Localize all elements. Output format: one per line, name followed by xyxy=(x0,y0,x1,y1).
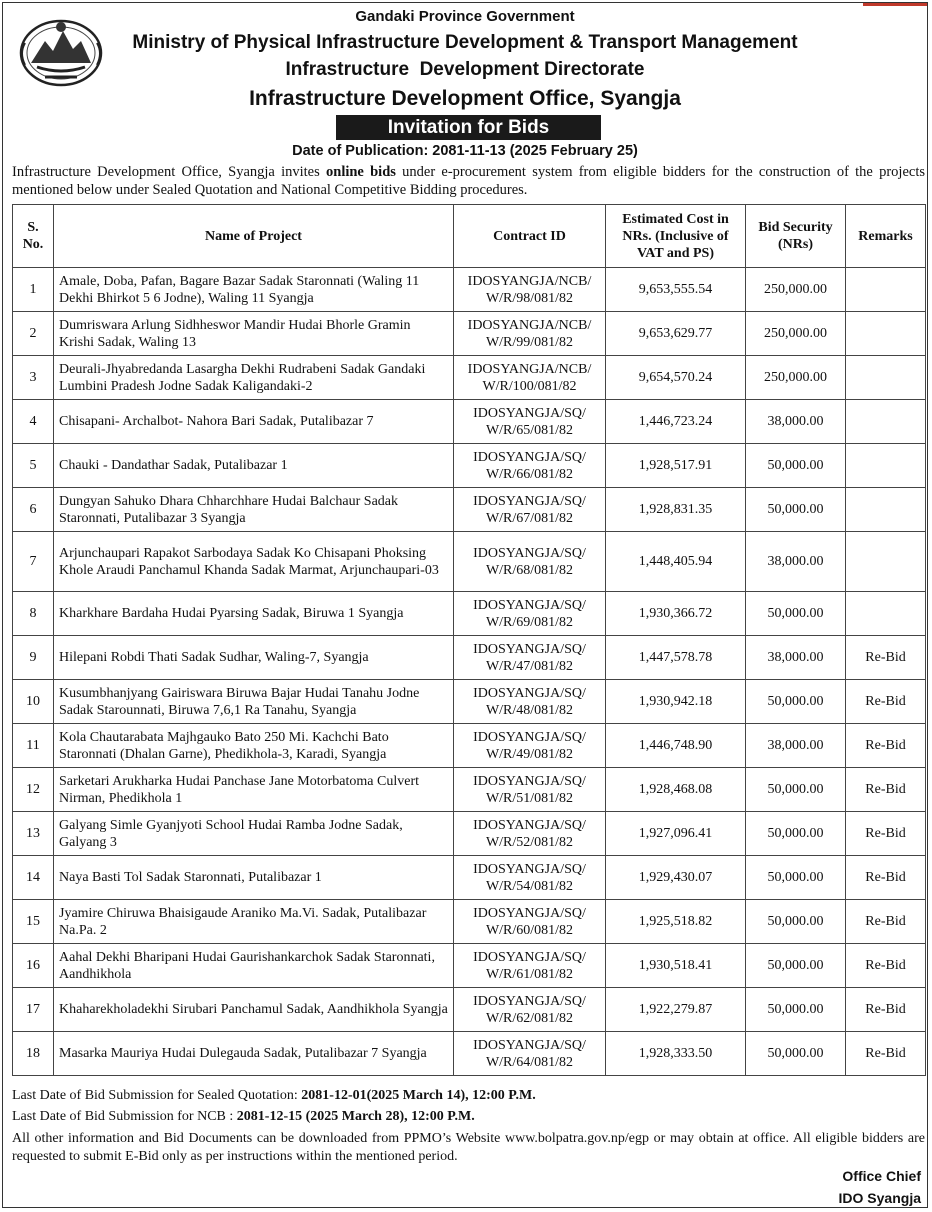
header-bid-security: Bid Security (NRs) xyxy=(746,205,846,268)
row-remarks: Re-Bid xyxy=(846,988,926,1032)
row-estimated-cost: 1,922,279.87 xyxy=(606,988,746,1032)
row-estimated-cost: 1,928,333.50 xyxy=(606,1032,746,1076)
ncb-deadline xyxy=(12,1108,925,1126)
row-contract-id: IDOSYANGJA/SQ/ W/R/52/081/82 xyxy=(454,812,606,856)
row-sn: 9 xyxy=(13,636,54,680)
intro-text-2: under e-procurement system from eligible bidders for the construction of the projects mentioned below under Sealed Quotation and National Competitive Bidding procedures. xyxy=(12,164,925,198)
row-bid-security: 38,000.00 xyxy=(746,400,846,444)
row-remarks xyxy=(846,444,926,488)
row-remarks: Re-Bid xyxy=(846,1032,926,1076)
table-header-row xyxy=(13,205,926,268)
table-row xyxy=(13,268,926,312)
row-sn: 12 xyxy=(13,768,54,812)
row-sn: 6 xyxy=(13,488,54,532)
row-contract-id: IDOSYANGJA/NCB/ W/R/99/081/82 xyxy=(454,312,606,356)
table-row xyxy=(13,312,926,356)
row-project-name: Galyang Simle Gyanjyoti School Hudai Ramba Jodne Sadak, Galyang 3 xyxy=(54,812,454,856)
row-sn: 8 xyxy=(13,592,54,636)
table-row xyxy=(13,988,926,1032)
row-bid-security: 50,000.00 xyxy=(746,444,846,488)
ncb-deadline-label: Last Date of Bid Submission for NCB : xyxy=(12,1109,237,1124)
info-paragraph: All other information and Bid Documents can be downloaded from PPMO’s Website www.bolpatra.gov.np/egp or may obtain at office. All eligible bidders are requested to submit E-Bid only as per instructions within the mentioned period. xyxy=(12,1131,925,1164)
notice-title-banner: Invitation for Bids xyxy=(336,115,601,140)
row-bid-security: 50,000.00 xyxy=(746,900,846,944)
row-project-name: Kola Chautarabata Majhgauko Bato 250 Mi. Kachchi Bato Staronnati (Dhalan Garne), Phedikhola-3, Karadi, Syangja xyxy=(54,724,454,768)
row-estimated-cost: 1,928,517.91 xyxy=(606,444,746,488)
row-estimated-cost: 1,448,405.94 xyxy=(606,532,746,592)
header-estimated-cost: Estimated Cost in NRs. (Inclusive of VAT and PS) xyxy=(606,205,746,268)
row-estimated-cost: 1,446,748.90 xyxy=(606,724,746,768)
row-project-name: Dungyan Sahuko Dhara Chharchhare Hudai Balchaur Sadak Staronnati, Putalibazar 3 Syangja xyxy=(54,488,454,532)
table-row xyxy=(13,532,926,592)
row-sn: 16 xyxy=(13,944,54,988)
row-bid-security: 50,000.00 xyxy=(746,680,846,724)
row-bid-security: 250,000.00 xyxy=(746,312,846,356)
row-project-name: Naya Basti Tol Sadak Staronnati, Putalibazar 1 xyxy=(54,856,454,900)
row-remarks xyxy=(846,268,926,312)
office-title: Infrastructure Development Office, Syangja xyxy=(249,87,681,110)
row-contract-id: IDOSYANGJA/SQ/ W/R/67/081/82 xyxy=(454,488,606,532)
row-contract-id: IDOSYANGJA/SQ/ W/R/66/081/82 xyxy=(454,444,606,488)
sq-deadline-date: 2081-12-01(2025 March 14), 12:00 P.M. xyxy=(301,1088,536,1103)
row-contract-id: IDOSYANGJA/SQ/ W/R/65/081/82 xyxy=(454,400,606,444)
row-bid-security: 50,000.00 xyxy=(746,856,846,900)
row-sn: 13 xyxy=(13,812,54,856)
row-sn: 17 xyxy=(13,988,54,1032)
row-project-name: Hilepani Robdi Thati Sadak Sudhar, Waling-7, Syangja xyxy=(54,636,454,680)
row-estimated-cost: 1,929,430.07 xyxy=(606,856,746,900)
row-remarks: Re-Bid xyxy=(846,944,926,988)
row-estimated-cost: 9,653,555.54 xyxy=(606,268,746,312)
table-row xyxy=(13,444,926,488)
row-bid-security: 50,000.00 xyxy=(746,944,846,988)
row-sn: 4 xyxy=(13,400,54,444)
row-bid-security: 38,000.00 xyxy=(746,636,846,680)
notice-page xyxy=(2,2,928,1208)
row-sn: 1 xyxy=(13,268,54,312)
row-remarks: Re-Bid xyxy=(846,900,926,944)
table-row xyxy=(13,636,926,680)
row-estimated-cost: 1,930,518.41 xyxy=(606,944,746,988)
table-row xyxy=(13,1032,926,1076)
row-project-name: Arjunchaupari Rapakot Sarbodaya Sadak Ko Chisapani Phoksing Khole Araudi Panchamul Khanda Sadak Marmat, Arjunchaupari-03 xyxy=(54,532,454,592)
table-row xyxy=(13,356,926,400)
row-contract-id: IDOSYANGJA/SQ/ W/R/62/081/82 xyxy=(454,988,606,1032)
row-bid-security: 50,000.00 xyxy=(746,812,846,856)
row-bid-security: 38,000.00 xyxy=(746,724,846,768)
row-estimated-cost: 1,446,723.24 xyxy=(606,400,746,444)
row-remarks xyxy=(846,312,926,356)
intro-bold-text: online bids xyxy=(326,164,396,180)
row-remarks xyxy=(846,532,926,592)
row-project-name: Dumriswara Arlung Sidhheswor Mandir Hudai Bhorle Gramin Krishi Sadak, Waling 13 xyxy=(54,312,454,356)
row-remarks: Re-Bid xyxy=(846,856,926,900)
table-row xyxy=(13,680,926,724)
sq-deadline xyxy=(12,1087,925,1105)
row-remarks: Re-Bid xyxy=(846,724,926,768)
table-row xyxy=(13,400,926,444)
row-project-name: Sarketari Arukharka Hudai Panchase Jane Motorbatoma Culvert Nirman, Phedikhola 1 xyxy=(54,768,454,812)
row-project-name: Khaharekholadekhi Sirubari Panchamul Sadak, Aandhikhola Syangja xyxy=(54,988,454,1032)
row-project-name: Masarka Mauriya Hudai Dulegauda Sadak, Putalibazar 7 Syangja xyxy=(54,1032,454,1076)
signature-title: Office Chief xyxy=(842,1168,921,1184)
table-body xyxy=(13,268,926,1076)
signature-office: IDO Syangja xyxy=(838,1190,921,1206)
row-bid-security: 50,000.00 xyxy=(746,592,846,636)
table-row xyxy=(13,856,926,900)
header-remarks: Remarks xyxy=(846,205,926,268)
bids-table xyxy=(12,204,926,1076)
row-project-name: Chisapani- Archalbot- Nahora Bari Sadak, Putalibazar 7 xyxy=(54,400,454,444)
row-sn: 18 xyxy=(13,1032,54,1076)
row-contract-id: IDOSYANGJA/SQ/ W/R/51/081/82 xyxy=(454,768,606,812)
row-project-name: Amale, Doba, Pafan, Bagare Bazar Sadak Staronnati (Waling 11 Dekhi Bhirkot 5 6 Jodne), Waling 11 Syangja xyxy=(54,268,454,312)
table-row xyxy=(13,488,926,532)
row-contract-id: IDOSYANGJA/SQ/ W/R/64/081/82 xyxy=(454,1032,606,1076)
row-estimated-cost: 1,927,096.41 xyxy=(606,812,746,856)
directorate-title: Infrastructure Development Directorate xyxy=(285,59,645,80)
row-bid-security: 50,000.00 xyxy=(746,1032,846,1076)
row-remarks: Re-Bid xyxy=(846,680,926,724)
row-project-name: Kusumbhanjyang Gairiswara Biruwa Bajar Hudai Tanahu Jodne Sadak Starounnati, Biruwa 7,6,1 Ra Tanahu, Syangja xyxy=(54,680,454,724)
row-bid-security: 50,000.00 xyxy=(746,768,846,812)
row-estimated-cost: 1,928,831.35 xyxy=(606,488,746,532)
row-sn: 15 xyxy=(13,900,54,944)
row-contract-id: IDOSYANGJA/SQ/ W/R/60/081/82 xyxy=(454,900,606,944)
table-row xyxy=(13,768,926,812)
row-sn: 11 xyxy=(13,724,54,768)
header-sn: S. No. xyxy=(13,205,54,268)
intro-paragraph xyxy=(12,163,925,199)
table-row xyxy=(13,724,926,768)
table-row xyxy=(13,592,926,636)
row-project-name: Jyamire Chiruwa Bhaisigaude Araniko Ma.Vi. Sadak, Putalibazar Na.Pa. 2 xyxy=(54,900,454,944)
row-remarks xyxy=(846,488,926,532)
row-project-name: Aahal Dekhi Bharipani Hudai Gaurishankarchok Sadak Staronnati, Aandhikhola xyxy=(54,944,454,988)
ncb-deadline-date: 2081-12-15 (2025 March 28), 12:00 P.M. xyxy=(236,1109,475,1124)
row-bid-security: 38,000.00 xyxy=(746,532,846,592)
row-estimated-cost: 1,930,942.18 xyxy=(606,680,746,724)
row-estimated-cost: 1,925,518.82 xyxy=(606,900,746,944)
header-project-name: Name of Project xyxy=(54,205,454,268)
table-row xyxy=(13,812,926,856)
row-project-name: Kharkhare Bardaha Hudai Pyarsing Sadak, Biruwa 1 Syangja xyxy=(54,592,454,636)
row-contract-id: IDOSYANGJA/SQ/ W/R/61/081/82 xyxy=(454,944,606,988)
table-row xyxy=(13,900,926,944)
row-remarks: Re-Bid xyxy=(846,812,926,856)
row-remarks: Re-Bid xyxy=(846,636,926,680)
row-contract-id: IDOSYANGJA/SQ/ W/R/68/081/82 xyxy=(454,532,606,592)
row-contract-id: IDOSYANGJA/SQ/ W/R/49/081/82 xyxy=(454,724,606,768)
row-remarks xyxy=(846,400,926,444)
row-contract-id: IDOSYANGJA/SQ/ W/R/69/081/82 xyxy=(454,592,606,636)
row-sn: 5 xyxy=(13,444,54,488)
row-remarks xyxy=(846,356,926,400)
publication-date: Date of Publication: 2081-11-13 (2025 February 25) xyxy=(292,143,638,159)
province-title: Gandaki Province Government xyxy=(355,8,575,25)
row-estimated-cost: 1,447,578.78 xyxy=(606,636,746,680)
row-estimated-cost: 1,928,468.08 xyxy=(606,768,746,812)
row-sn: 7 xyxy=(13,532,54,592)
top-accent-bar xyxy=(863,3,927,6)
row-sn: 10 xyxy=(13,680,54,724)
row-contract-id: IDOSYANGJA/SQ/ W/R/54/081/82 xyxy=(454,856,606,900)
row-sn: 14 xyxy=(13,856,54,900)
row-project-name: Chauki - Dandathar Sadak, Putalibazar 1 xyxy=(54,444,454,488)
row-bid-security: 50,000.00 xyxy=(746,988,846,1032)
row-remarks xyxy=(846,592,926,636)
row-contract-id: IDOSYANGJA/SQ/ W/R/47/081/82 xyxy=(454,636,606,680)
intro-text-1: Infrastructure Development Office, Syangja invites xyxy=(12,164,326,180)
sq-deadline-label: Last Date of Bid Submission for Sealed Quotation: xyxy=(12,1088,302,1103)
row-bid-security: 250,000.00 xyxy=(746,268,846,312)
row-contract-id: IDOSYANGJA/NCB/ W/R/100/081/82 xyxy=(454,356,606,400)
ministry-title: Ministry of Physical Infrastructure Development & Transport Management xyxy=(132,32,798,53)
row-project-name: Deurali-Jhyabredanda Lasargha Dekhi Rudrabeni Sadak Gandaki Lumbini Pradesh Jodne Sadak Kaligandaki-2 xyxy=(54,356,454,400)
header-contract-id: Contract ID xyxy=(454,205,606,268)
row-bid-security: 50,000.00 xyxy=(746,488,846,532)
row-estimated-cost: 1,930,366.72 xyxy=(606,592,746,636)
row-estimated-cost: 9,654,570.24 xyxy=(606,356,746,400)
row-sn: 2 xyxy=(13,312,54,356)
row-estimated-cost: 9,653,629.77 xyxy=(606,312,746,356)
row-bid-security: 250,000.00 xyxy=(746,356,846,400)
table-row xyxy=(13,944,926,988)
row-remarks: Re-Bid xyxy=(846,768,926,812)
row-contract-id: IDOSYANGJA/NCB/ W/R/98/081/82 xyxy=(454,268,606,312)
row-contract-id: IDOSYANGJA/SQ/ W/R/48/081/82 xyxy=(454,680,606,724)
row-sn: 3 xyxy=(13,356,54,400)
